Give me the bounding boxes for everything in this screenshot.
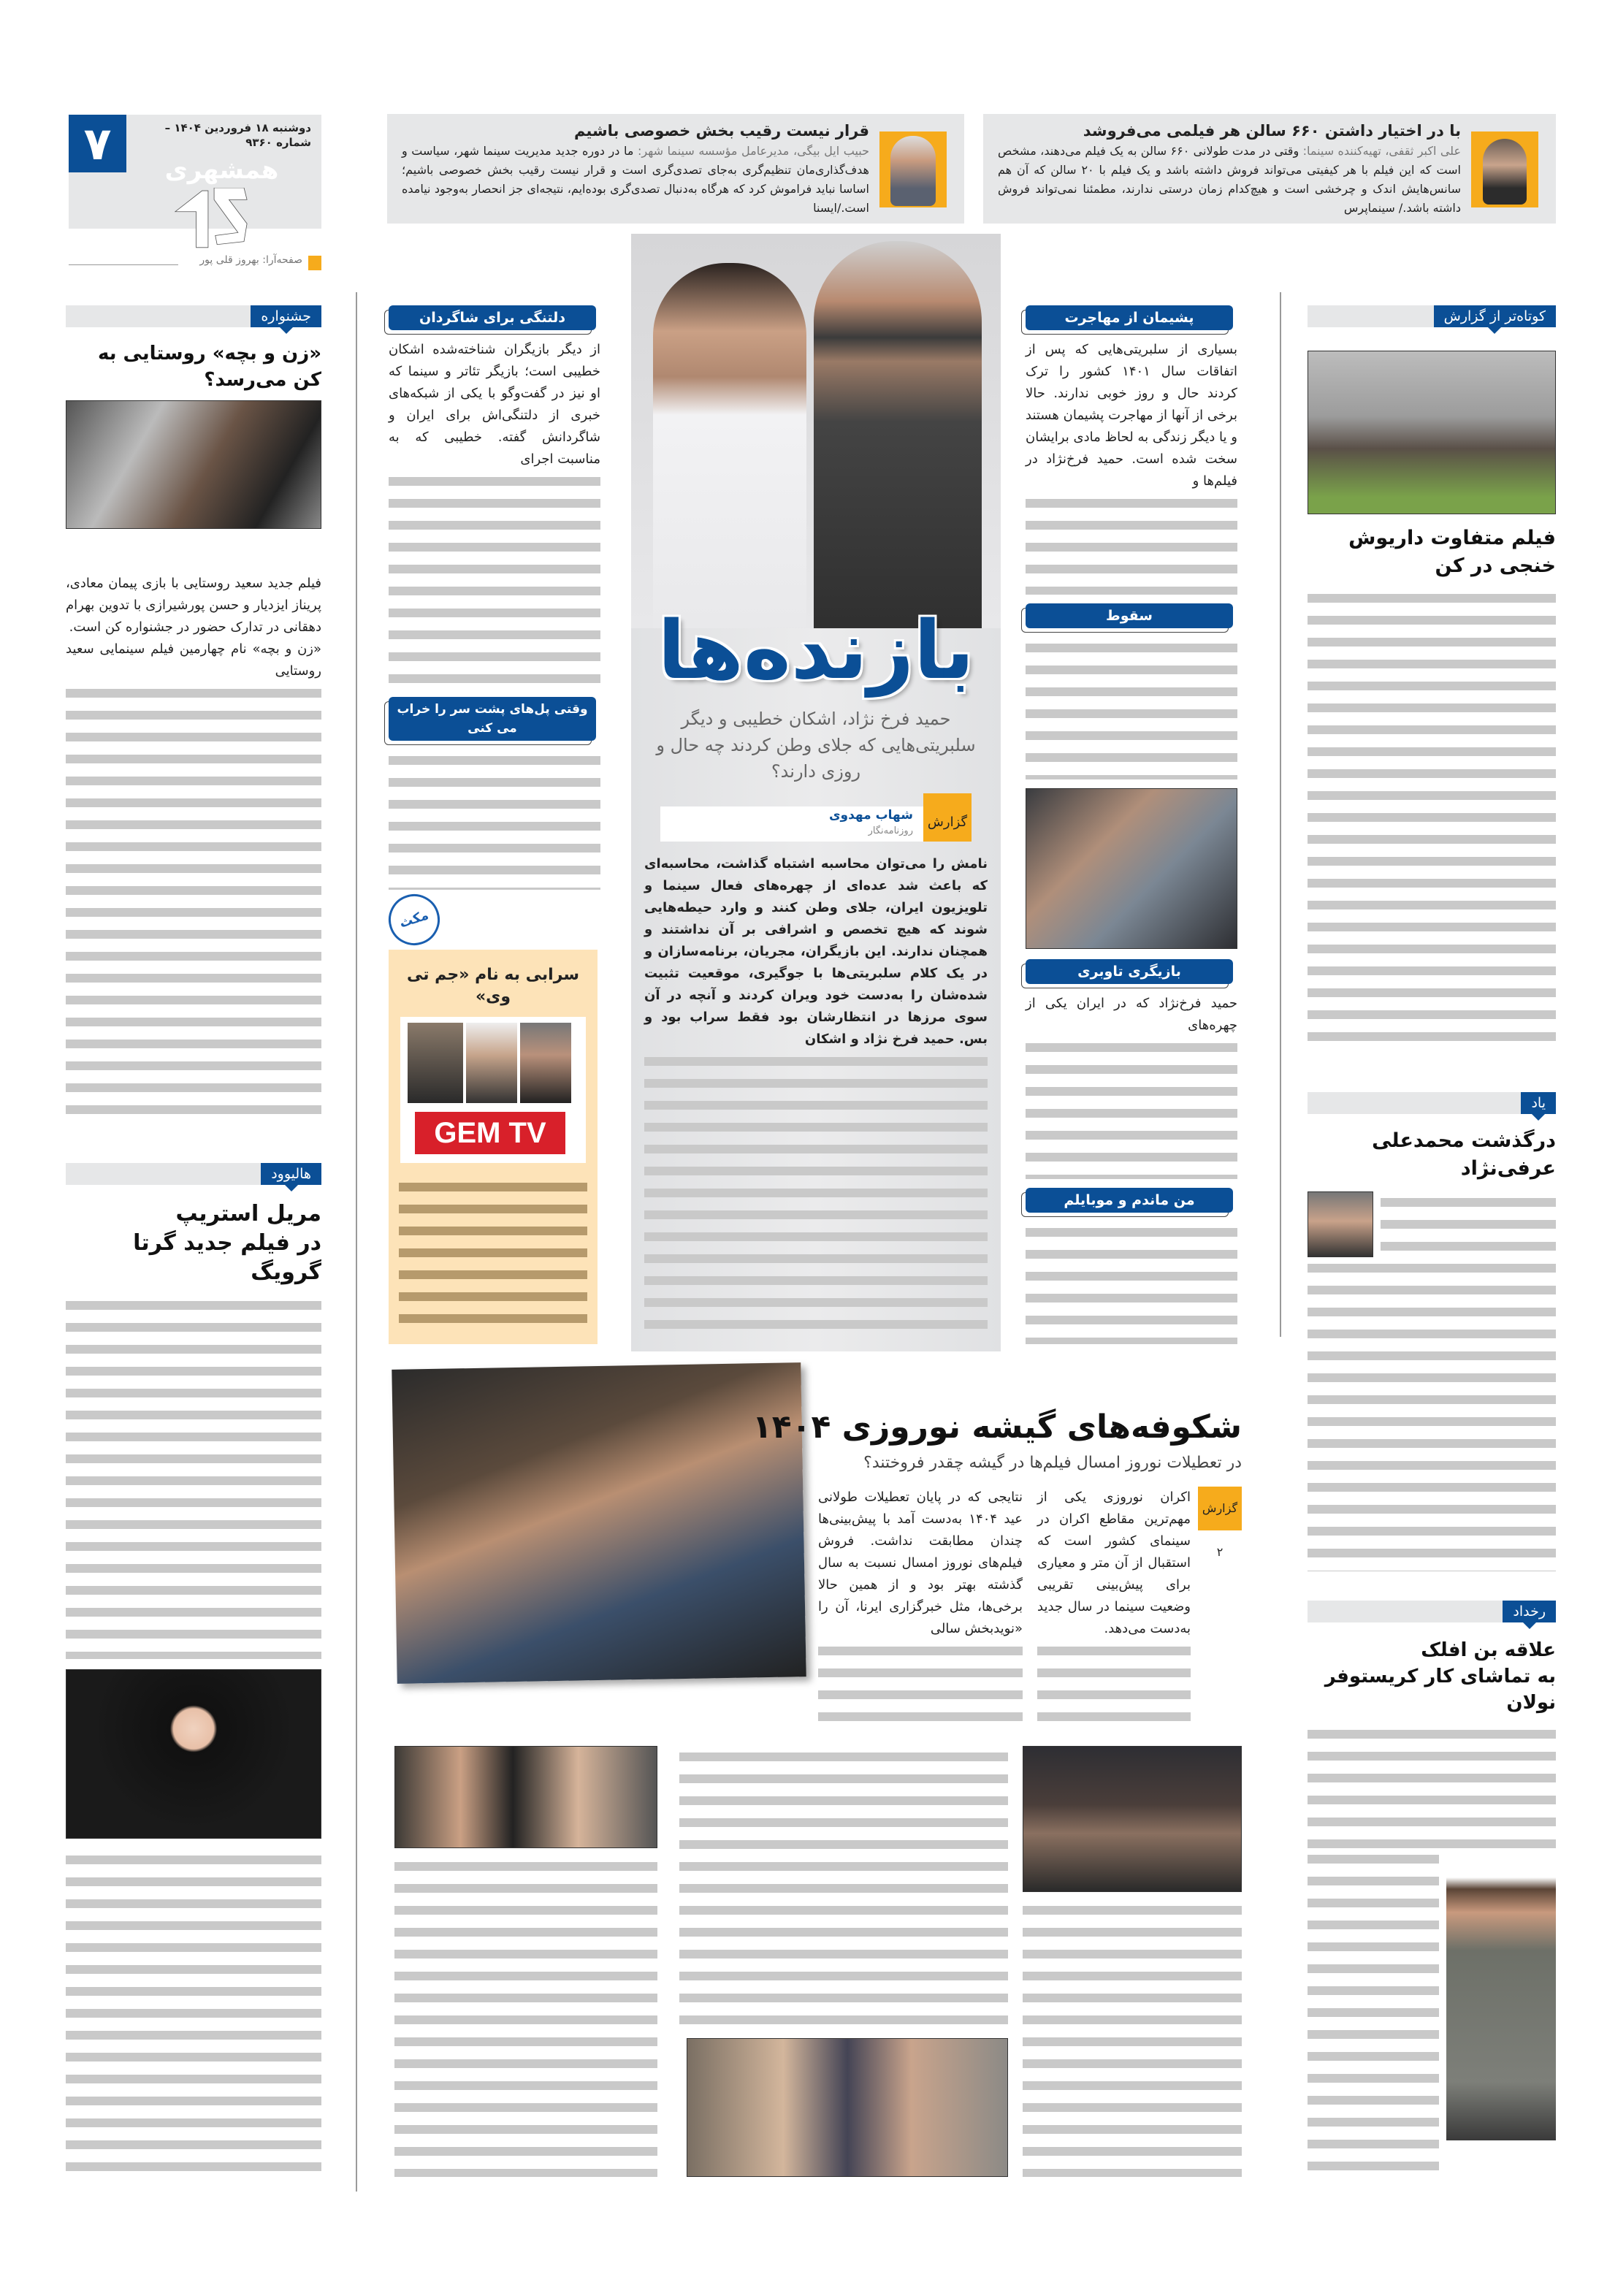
article-text-continued (1026, 1221, 1237, 1344)
section-tag-bar (1308, 1092, 1556, 1114)
selfie-photo (1026, 788, 1237, 949)
article-text-continued (1023, 1899, 1242, 2177)
film-scene-photo (687, 2038, 1008, 2177)
norooz-film-photo (392, 1362, 806, 1684)
section-text: حمید فرخ‌نژاد که در ایران یکی از چهره‌های (1026, 996, 1237, 1034)
column-divider (356, 292, 357, 2192)
hollywood-headline (66, 1200, 321, 1287)
gem-tv-logo: GEM TV (415, 1112, 565, 1154)
left-column (66, 305, 321, 2177)
right-column (1308, 305, 1556, 2177)
section-label: سقوط (1026, 603, 1233, 628)
page-designer-line (69, 254, 321, 270)
kicker-badge: گزارش (923, 793, 972, 842)
section-label: من ماندم و موبایلم (1026, 1188, 1233, 1213)
feature-right-column (1026, 305, 1237, 1344)
article-text-continued (1308, 1257, 1556, 1572)
section-tag-hollywood: هالیوود (261, 1163, 321, 1185)
quote-title: با در اختیار داشتن ۶۶۰ سالن هر فیلمی می‌فروشد (1083, 122, 1461, 140)
festival-headline: «زن و بچه» روستایی به کن می‌رسد؟ (97, 343, 321, 391)
section-label: بازیگری تاوبری (1026, 959, 1233, 984)
quote-box (983, 114, 1556, 224)
newspaper-logo: همشهری (164, 156, 279, 185)
section-tag-bar (66, 305, 321, 327)
headline-line: به تماشای کار کریستوفر نولان (1324, 1666, 1556, 1715)
feature-subtitle: حمید فرخ نژاد، اشکان خطیبی و دیگر سلبریتی‌هایی که جلای وطن کردند چه حال و روزی دارند؟ (656, 709, 976, 782)
article-text-continued (389, 470, 600, 688)
author-role: روزنامه‌نگار (868, 825, 913, 836)
film-strip-logo-icon (164, 188, 259, 253)
memorial-headline: درگذشت محمدعلی عرفی‌نژاد (1372, 1129, 1556, 1180)
quote-speaker: حبیب ایل بیگی، مدیرعامل مؤسسه سینما شهر: (637, 144, 870, 158)
article-text-continued (1308, 1723, 1556, 1848)
quote-text: ما در دوره جدید مدیریت سینما شهر، سیاست و هدف‌گذاری‌مان تنظیم‌گری به‌جای تصدی‌گری است و قرار نیست رقیب بخش خصوصی باشیم؛ اساسا نباید فراموش کرد که هرگاه به‌دنبال تصدی‌گری بوده‌ایم، نتیجه‌ای جز انحصار به‌وجود نیامده است./ایسنا (402, 144, 869, 215)
quote-box (387, 114, 964, 224)
article-text-continued (644, 1050, 988, 1340)
quote-body (998, 142, 1461, 218)
divider (69, 264, 178, 265)
feature-photo (631, 234, 1001, 628)
author-name: شهاب مهدوی (828, 808, 913, 823)
feature-panel (631, 234, 1001, 1351)
section-tag-bar (1308, 305, 1556, 327)
short-report-headline: فیلم متفاوت داریوش خنجی در کن (1348, 527, 1556, 577)
quote-title: قرار نیست رقیب بخش خصوصی باشیم (573, 122, 869, 140)
meryl-streep-photo (66, 1669, 321, 1839)
headline-line: در فیلم جدید گرتا گرویگ (133, 1230, 321, 1286)
issue-date: دوشنبه ۱۸ فروردین ۱۴۰۴ – شماره ۹۳۶۰ (164, 121, 311, 149)
byline-box (660, 806, 972, 842)
sidebar-box (389, 950, 598, 1344)
article-text-continued (389, 750, 600, 890)
kicker-badge: گزارش ۲ (1198, 1487, 1242, 1530)
sidebar-box-title: سرابی به نام «جم تی وی» (406, 966, 580, 1006)
tv-collage (400, 1017, 586, 1163)
event-row (1308, 1848, 1556, 2177)
article-text-continued (1308, 1848, 1439, 2177)
section-tag-memorial: یاد (1521, 1092, 1556, 1114)
director-photo (66, 400, 321, 529)
article-text-continued (1026, 1037, 1237, 1179)
section-text: بسیاری از سلبریتی‌هایی که پس از اتفاقات سال ۱۴۰۱ کشور را ترک کردند حال و روز خوبی ندارند. حالا برخی از آنها از مهاجرت پشیمان هستند و یا دیگر زندگی به لحاظ مادی برایشان سخت شده است. حمید فرخ‌نژاد در فیلم‌ها و (1026, 342, 1237, 489)
feature-intro: نامش را می‌توان محاسبه اشتباه گذاشت، محاسبه‌ای که باعث شد عده‌ای از چهره‌های فعال سینما و تلویزیون ایران، جلای وطن کنند و وارد حیطه‌هایی شوند که هیچ تخصص و اشرافی بر آن نداشتند و همچنان ندارند. این بازیگران، مجریان، برنامه‌سازان و در یک کلام سلبریتی‌ها با جوگیری، موقعیت تثبیت شده‌شان را به‌دست خود ویران کردند و آنچه در آن سوی مرزها در انتظارشان بود فقط سراب بود و بس. حمید فرخ نژاد و اشکان (644, 856, 988, 1047)
section-label: وقتی پل‌های پشت سر را خراب می کنی (389, 697, 596, 741)
portrait-photo (1308, 1191, 1373, 1257)
norooz-headline: شکوفه‌های گیشه نوروزی ۱۴۰۴ (752, 1408, 1242, 1446)
quote-text: وقتی در مدت طولانی ۶۶۰ سالن به یک فیلم می‌دهند، مشخص است که این فیلم با هر کیفیتی می‌تواند فروش داشته باشد و یک فیلم با ۲۰ سالن که آن هم سانس‌هایش اندک و چرخشی است و هیچ‌کدام زمان درستی ندارند، مطمئنا نمی‌تواند فروش داشته باشد./ سینماپرس (998, 144, 1462, 215)
article-text-continued (1381, 1191, 1556, 1257)
film-set-photo (1308, 351, 1556, 514)
section-tag-event: رخداد (1503, 1601, 1556, 1622)
section-tag-bar (66, 1163, 321, 1185)
section-text: از دیگر بازیگران شناخته‌شده اشکان خطیبی است؛ بازیگر تئاتر و سینما که او نیز در گفت‌وگو با یکی از شبکه‌های خبری از دلتنگی‌اش برای ایران و شاگردانش گفته. خطیبی که به مناسبت اجرای (389, 342, 600, 467)
article-text-continued (394, 1856, 657, 2177)
page-designer: صفحه‌آرا: بهروز قلی پور (199, 254, 302, 266)
norooz-text: نتایجی که در پایان تعطیلات طولانی عید ۱۴۰۴ به‌دست آمد با پیش‌بینی‌ها چندان مطابقت نداشت. فروش فیلم‌های نوروز امسال نسبت به سال گذشته بهتر بود و از همین حالا برخی‌ها، مثل خبرگزاری ایرنا، آن را «نویدبخش سالی (818, 1490, 1023, 1636)
headline-line: مریل استریپ (175, 1201, 321, 1227)
ben-affleck-photo (1446, 1848, 1556, 2140)
article-text-continued (1026, 637, 1237, 779)
article-text-continued (1308, 587, 1556, 1048)
norooz-article (752, 1406, 1242, 1731)
cinema-audience-photo (1023, 1746, 1242, 1892)
page-header (69, 115, 321, 229)
event-headline (1308, 1637, 1556, 1716)
norooz-text: اکران نوروزی یکی از مهم‌ترین مقاطع اکران در سینمای کشور است که استقبال از آن متر و معیاری برای پیش‌بینی تقریبی وضعیت سینما در سال جدید به‌دست می‌دهد. (1037, 1490, 1191, 1636)
headline-line: علاقه بن افلک (1421, 1639, 1556, 1662)
article-text-continued (1026, 492, 1237, 595)
article-text-continued (679, 1746, 1008, 2031)
accent-marker (308, 256, 321, 270)
norooz-column (818, 1487, 1023, 1731)
stamp-badge: مکث (382, 888, 446, 952)
quote-speaker: علی اکبر ثقفی، تهیه‌کننده سینما: (1302, 144, 1462, 158)
page-number: ۷ (69, 115, 126, 172)
norooz-columns (818, 1487, 1242, 1731)
article-text-continued (66, 1294, 321, 1659)
norooz-subheading: در تعطیلات نوروز امسال فیلم‌ها در گیشه چقدر فروختند؟ (863, 1454, 1242, 1472)
section-tag-bar (1308, 1601, 1556, 1622)
column-divider (1280, 292, 1281, 1337)
festival-text: «زن و بچه» نام چهارمین فیلم سینمایی سعید روستایی (66, 641, 321, 679)
article-text-continued (818, 1640, 1023, 1731)
festival-text: فیلم جدید سعید روستایی با بازی پیمان معادی، پریناز ایزدیار و حسن پورشیرازی با تدوین بهرام دهقانی در تدارک حضور در جشنواره کن است. (66, 576, 321, 635)
speaker-photo (879, 131, 947, 207)
section-label: دلتنگی برای شاگردان (389, 305, 596, 330)
memorial-row (1308, 1191, 1556, 1257)
norooz-column (1037, 1487, 1191, 1731)
feature-headline: بازنده‌ها (657, 603, 974, 697)
section-tag-festival: جشنواره (251, 305, 321, 327)
quote-body (402, 142, 869, 218)
article-text-continued (399, 1176, 587, 1334)
speaker-photo (1471, 131, 1538, 207)
film-scene-photo (394, 1746, 657, 1848)
article-text-continued (66, 682, 321, 1119)
article-text-continued (66, 1849, 321, 2177)
section-tag-short-report: کوتاه‌تر از گزارش (1434, 305, 1556, 327)
article-text-continued (1037, 1640, 1191, 1731)
feature-left-column (389, 305, 600, 1344)
section-label: پشیمان از مهاجرت (1026, 305, 1233, 330)
